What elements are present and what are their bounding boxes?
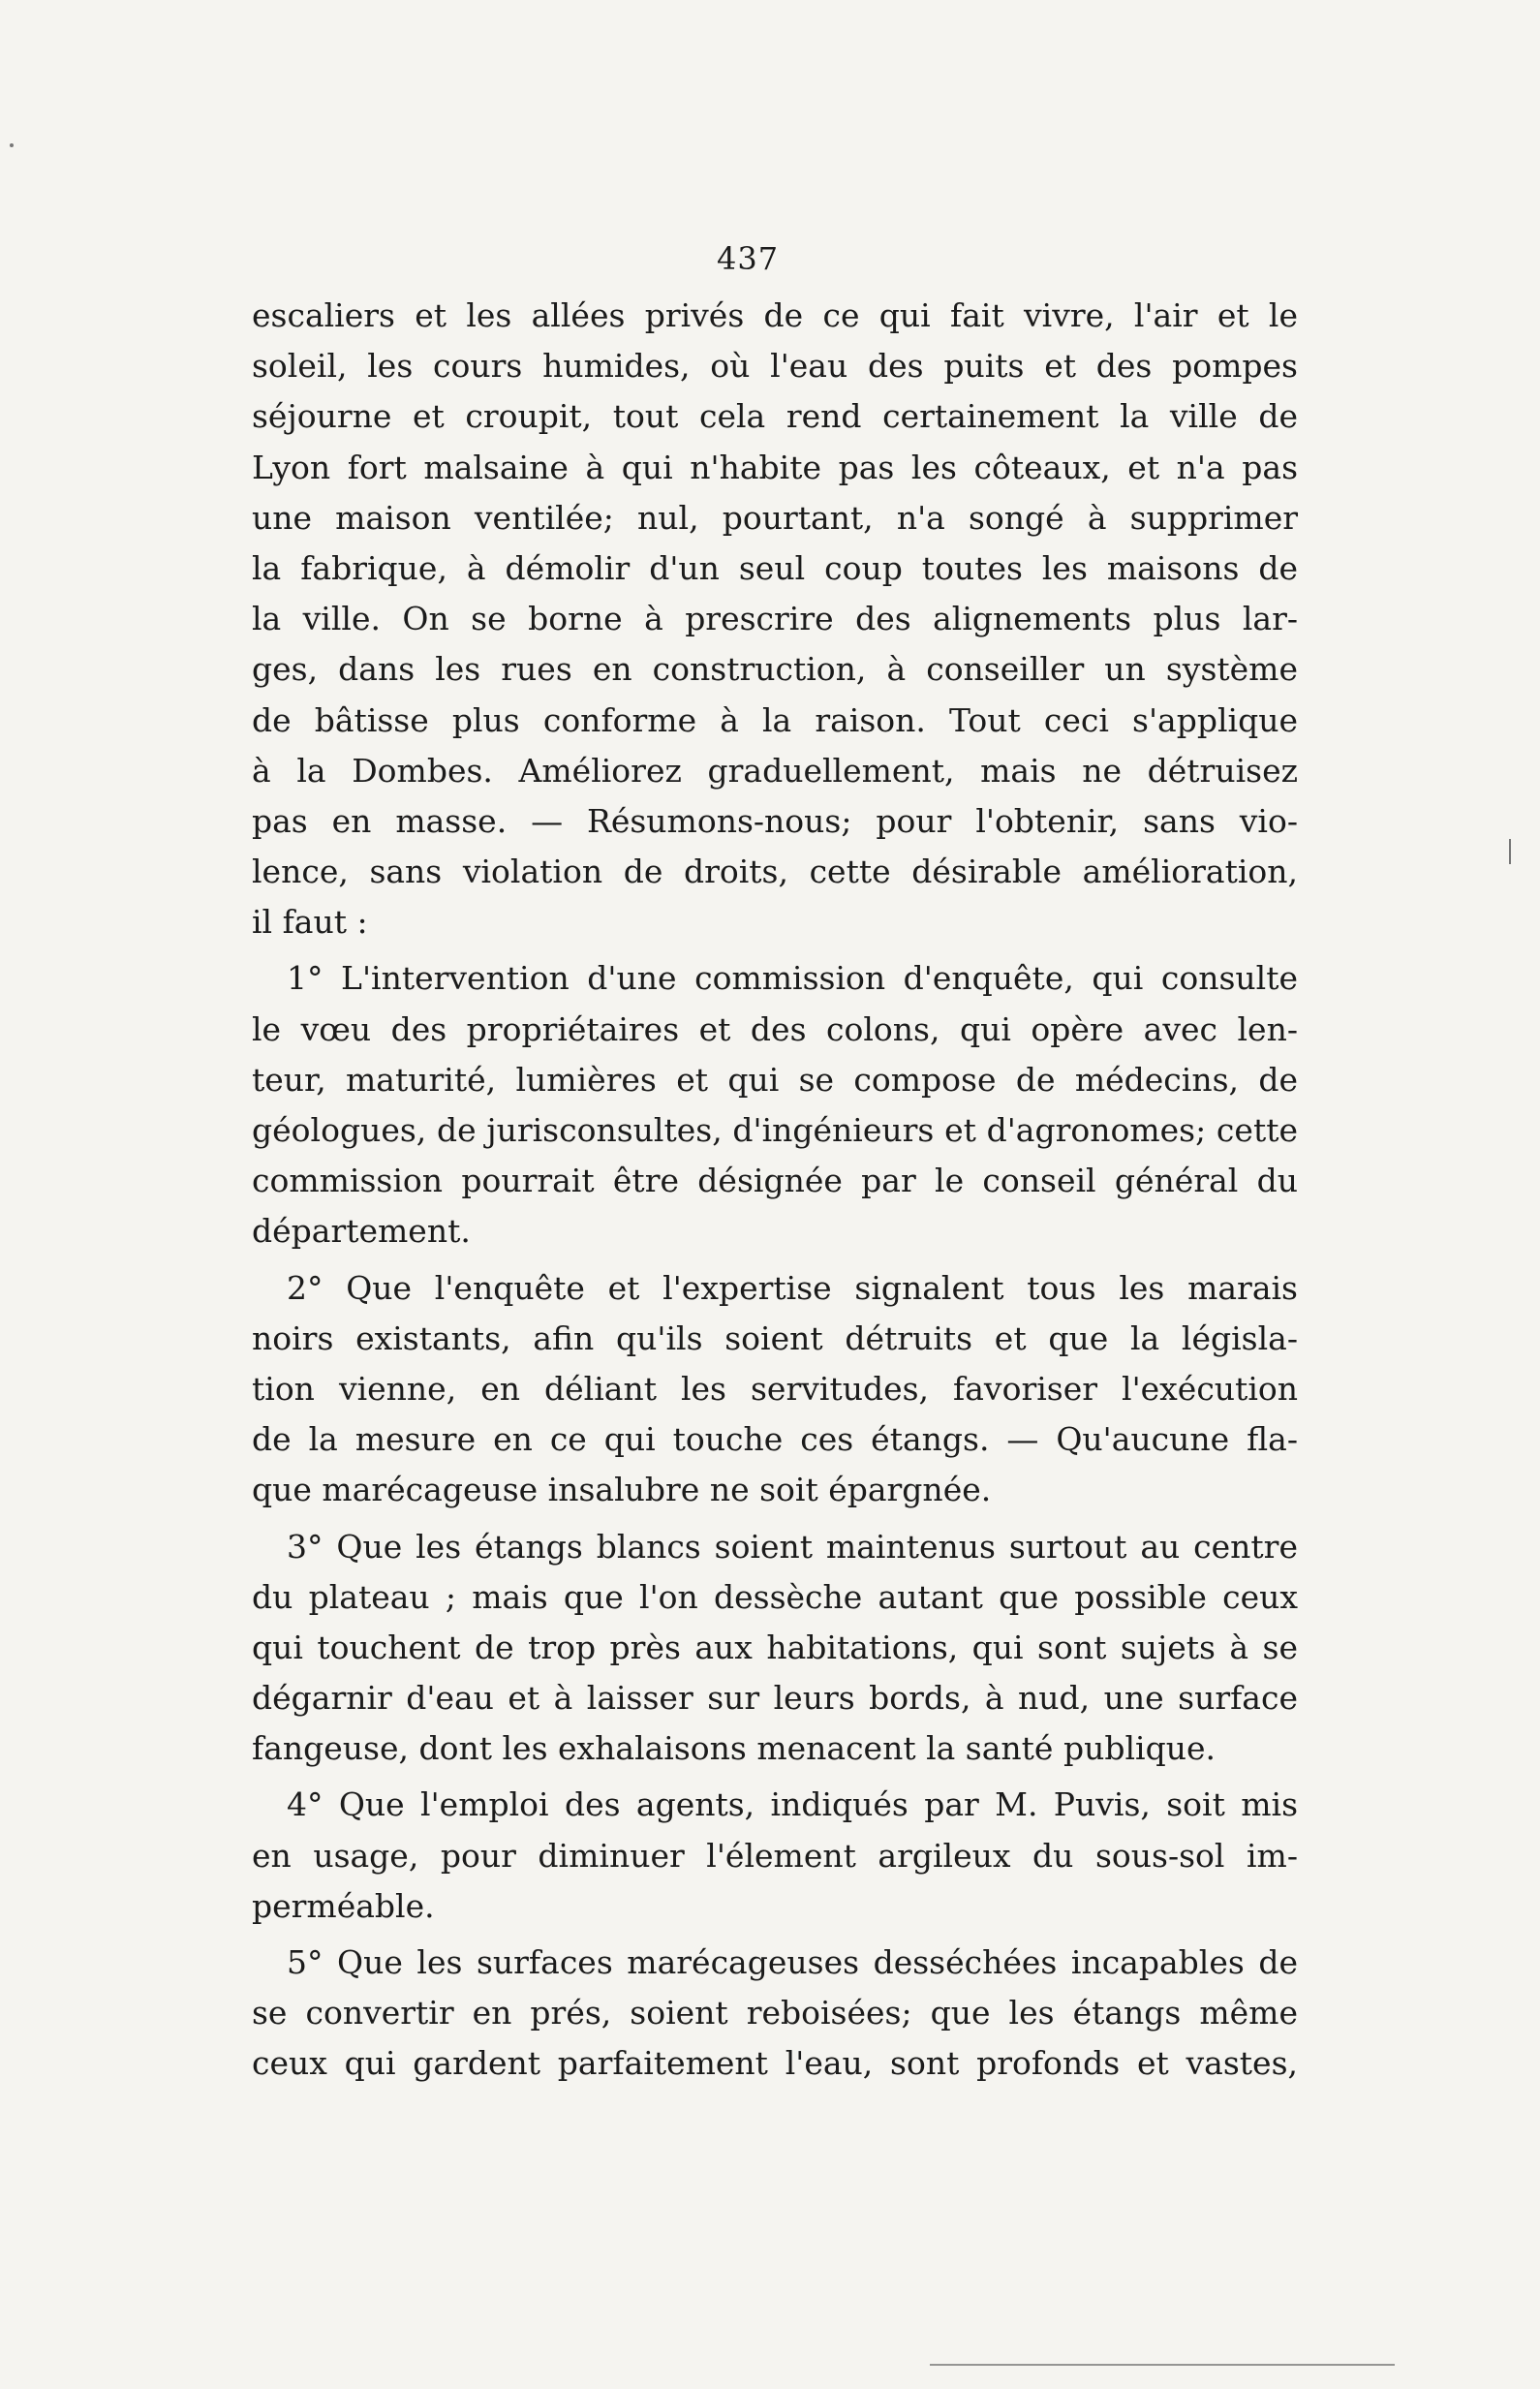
text-line: dégarnir d'eau et à laisser sur leurs bords, à nud, une surface [252,1679,1298,1718]
text-line: que marécageuse insalubre ne soit épargnée. [252,1471,992,1509]
text-line: en usage, pour diminuer l'élement argileux du sous-sol im- [252,1836,1298,1875]
text-line: noirs existants, afin qu'ils soient détruits et que la législa- [252,1319,1298,1357]
text-line: pas en masse. — Résumons-nous; pour l'obtenir, sans vio- [252,801,1298,840]
item-5-line: 5° Que les surfaces marécageuses desséchées incapables de [287,1943,1298,1981]
text-line: une maison ventilée; nul, pourtant, n'a songé à supprimer [252,498,1298,537]
text-line: fangeuse, dont les exhalaisons menacent la santé publique. [252,1729,1216,1768]
text-line: la fabrique, à démolir d'un seul coup toutes les maisons de [252,548,1298,587]
text-line: la ville. On se borne à prescrire des alignements plus lar- [252,600,1298,638]
item-1-line: 1° L'intervention d'une commission d'enquête, qui consulte [287,959,1298,998]
text-line: escaliers et les allées privés de ce qui fait vivre, l'air et le [252,296,1298,334]
text-line: du plateau ; mais que l'on dessèche autant que possible ceux [252,1577,1298,1616]
text-line: département. [252,1212,471,1251]
text-line: lence, sans violation de droits, cette désirable amélioration, [252,853,1298,891]
text-line: tion vienne, en déliant les servitudes, favoriser l'exécution [252,1369,1298,1408]
item-4-line: 4° Que l'emploi des agents, indiqués par M. Puvis, soit mis [287,1785,1298,1824]
text-line: teur, maturité, lumières et qui se compose de médecins, de [252,1060,1298,1099]
page-number: 437 [717,240,780,277]
text-line: de bâtisse plus conforme à la raison. Tout ceci s'applique [252,700,1298,739]
text-line: à la Dombes. Améliorez graduellement, mais ne détruisez [252,751,1298,790]
bottom-rule [930,2364,1395,2366]
text-line: de la mesure en ce qui touche ces étangs. — Qu'aucune fla- [252,1420,1298,1459]
margin-mark [1509,839,1511,864]
text-line: commission pourrait être désignée par le conseil général du [252,1162,1298,1200]
text-line: géologues, de jurisconsultes, d'ingénieurs et d'agronomes; cette [252,1111,1298,1149]
text-line: séjourne et croupit, tout cela rend certainement la ville de [252,397,1298,436]
scan-speck [10,143,14,147]
text-line: il faut : [252,903,368,942]
item-3-line: 3° Que les étangs blancs soient maintenus surtout au centre [287,1527,1298,1566]
text-line: se convertir en prés, soient reboisées; que les étangs même [252,1994,1298,2032]
text-line: le vœu des propriétaires et des colons, qui opère avec len- [252,1009,1298,1048]
item-2-line: 2° Que l'enquête et l'expertise signalent tous les marais [287,1268,1298,1307]
text-line: ceux qui gardent parfaitement l'eau, sont profonds et vastes, [252,2044,1298,2083]
text-line: qui touchent de trop près aux habitations, qui sont sujets à se [252,1628,1298,1666]
text-line: ges, dans les rues en construction, à conseiller un système [252,650,1298,689]
body-text [252,291,1298,2090]
text-line: soleil, les cours humides, où l'eau des puits et des pompes [252,347,1298,386]
text-line: perméable. [252,1886,435,1925]
text-line: Lyon fort malsaine à qui n'habite pas les côteaux, et n'a pas [252,448,1298,486]
